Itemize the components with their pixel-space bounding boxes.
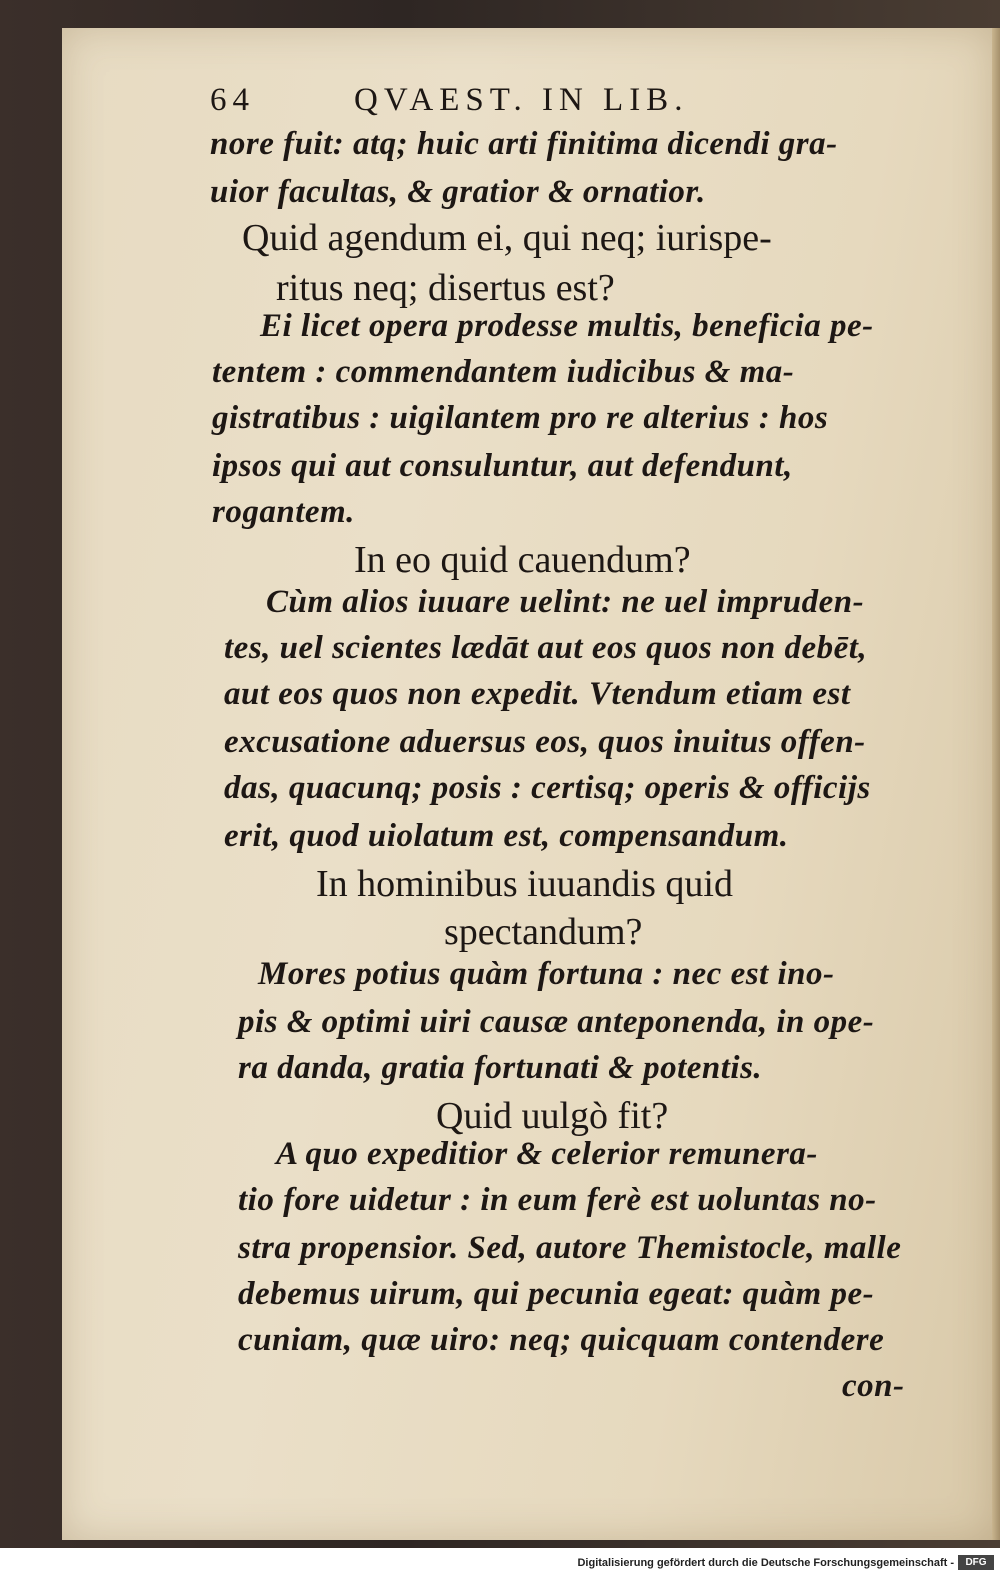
question-line: In hominibus iuuandis quid: [316, 863, 733, 905]
answer-line: nore fuit: atq; huic arti finitima dicendi gra-: [210, 126, 838, 162]
answer-line: Cùm alios iuuare uelint: ne uel impruden-: [266, 584, 865, 620]
dfg-logo: DFG: [958, 1555, 994, 1570]
answer-line: rogantem.: [212, 494, 355, 530]
answer-line: con-: [842, 1368, 905, 1404]
answer-line: stra propensior. Sed, autore Themistocle, malle: [238, 1230, 902, 1266]
question-line: In eo quid cauendum?: [354, 539, 691, 581]
answer-line: erit, quod uiolatum est, compensandum.: [224, 818, 789, 854]
answer-line: gistratibus : uigilantem pro re alterius : hos: [212, 400, 829, 436]
running-title: QVAEST. IN LIB.: [354, 82, 689, 118]
question-line: Quid agendum ei, qui neq; iurispe-: [242, 217, 772, 259]
answer-line: pis & optimi uiri causæ anteponenda, in ope-: [238, 1004, 875, 1040]
answer-line: tio fore uidetur : in eum ferè est uoluntas no-: [238, 1182, 877, 1218]
answer-line: das, quacunq; posis : certisq; operis & officijs: [224, 770, 871, 806]
question-line: spectandum?: [444, 911, 643, 953]
answer-line: aut eos quos non expedit. Vtendum etiam est: [224, 676, 851, 712]
answer-line: debemus uirum, qui pecunia egeat: quàm pe-: [238, 1276, 875, 1312]
funding-credit: Digitalisierung gefördert durch die Deutsche Forschungsgemeinschaft -: [577, 1557, 954, 1569]
answer-line: Ei licet opera prodesse multis, beneficia pe-: [260, 308, 874, 344]
digitization-footer: [0, 1548, 1000, 1583]
question-line: Quid uulgò fit?: [436, 1095, 669, 1137]
book-page: [62, 28, 994, 1540]
answer-line: tes, uel scientes lædāt aut eos quos non debēt,: [224, 630, 868, 666]
question-line: ritus neq; disertus est?: [276, 267, 615, 309]
answer-line: uior facultas, & gratior & ornatior.: [210, 174, 706, 210]
page-edge: [992, 28, 1000, 1540]
page-number: 64: [210, 82, 255, 118]
answer-line: ra danda, gratia fortunati & potentis.: [238, 1050, 763, 1086]
answer-line: tentem : commendantem iudicibus & ma-: [212, 354, 795, 390]
answer-line: cuniam, quæ uiro: neq; quicquam contendere: [238, 1322, 885, 1358]
answer-line: Mores potius quàm fortuna : nec est ino-: [258, 956, 835, 992]
answer-line: excusatione aduersus eos, quos inuitus offen-: [224, 724, 866, 760]
answer-line: ipsos qui aut consuluntur, aut defendunt,: [212, 448, 793, 484]
answer-line: A quo expeditior & celerior remunera-: [276, 1136, 818, 1172]
